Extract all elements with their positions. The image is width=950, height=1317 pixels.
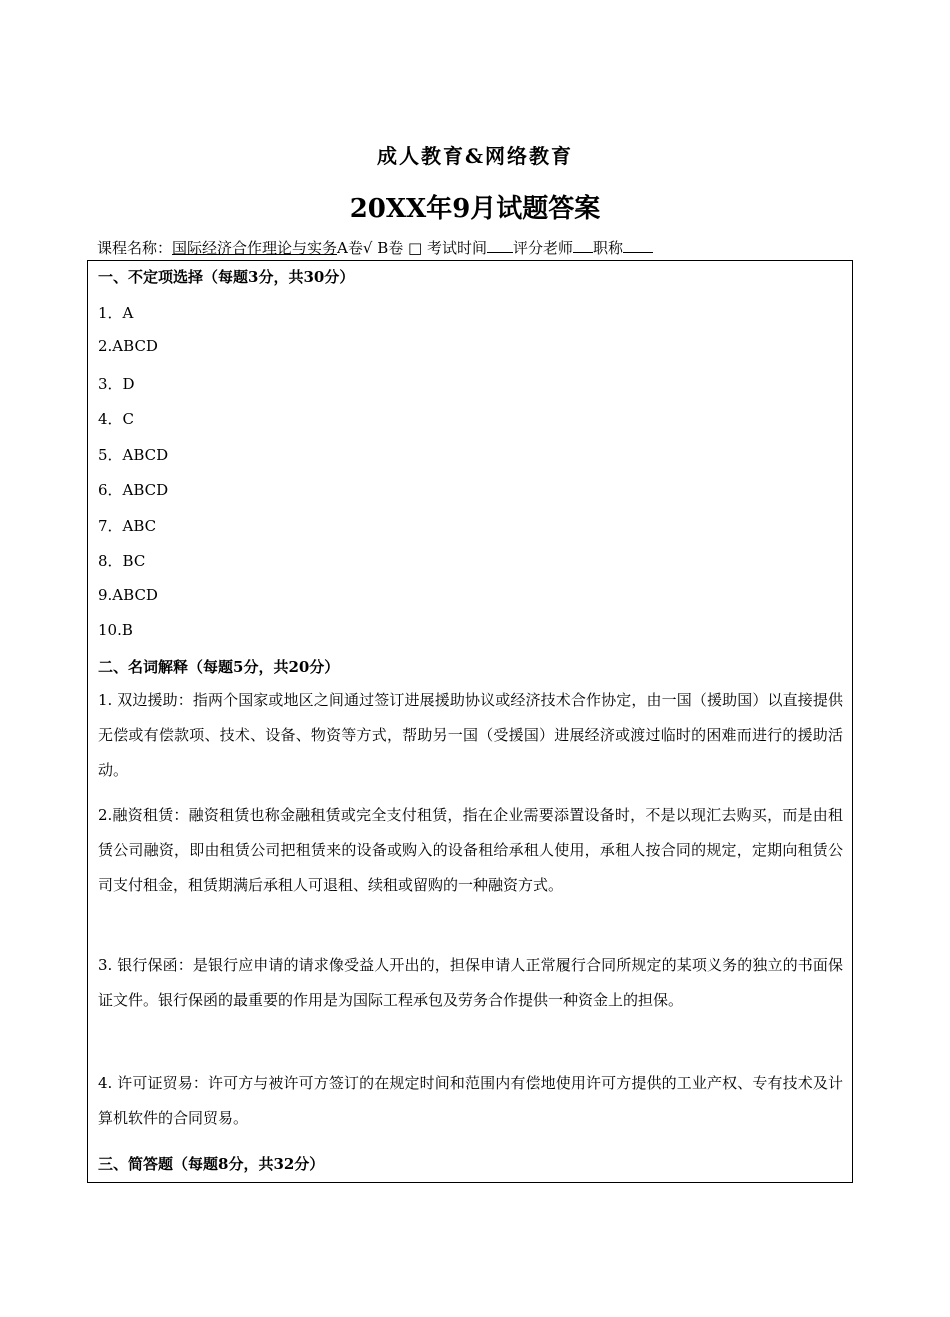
paper-b-option: B卷 □: [377, 239, 423, 257]
answer-item: 4．C: [98, 410, 135, 428]
job-title-blank: [623, 239, 653, 253]
answer-item: 6．ABCD: [98, 481, 169, 499]
answer-item: 9.ABCD: [98, 586, 158, 604]
grader-blank: [573, 239, 593, 253]
section-1-heading: 一、不定项选择（每题3分，共30分）: [98, 268, 355, 286]
answer-item: 1．A: [98, 304, 134, 322]
answer-item: 10.B: [98, 621, 133, 639]
answer-item: 3．D: [98, 375, 135, 393]
answer-item: 5．ABCD: [98, 446, 169, 464]
job-title-label: 职称: [593, 239, 624, 257]
exam-time-blank: [487, 239, 513, 253]
section-3-heading: 三、简答题（每题8分，共32分）: [98, 1155, 325, 1173]
exam-time-label: 考试时间: [426, 239, 487, 257]
course-info-line: [97, 237, 653, 258]
answer-item: 8．BC: [98, 552, 146, 570]
grader-label: 评分老师: [512, 239, 573, 257]
course-label: 课程名称：: [97, 239, 173, 257]
course-name: 国际经济合作理论与实务: [172, 239, 338, 257]
answer-item: 2.ABCD: [98, 337, 158, 355]
definition-paragraph: 3. 银行保函：是银行应申请的请求像受益人开出的，担保申请人正常履行合同所规定的某项义务的独立的书面保证文件。银行保函的最重要的作用是为国际工程承包及劳务合作提供一种资金上的担保。: [98, 956, 843, 1009]
definition-paragraph: 4. 许可证贸易：许可方与被许可方签订的在规定时间和范围内有偿地使用许可方提供的工业产权、专有技术及计算机软件的合同贸易。: [98, 1074, 843, 1127]
definition-paragraph: 1. 双边援助：指两个国家或地区之间通过签订进展援助协议或经济技术合作协定，由一国（援助国）以直接提供无偿或有偿款项、技术、设备、物资等方式，帮助另一国（受援国）进展经济或渡过临时的困难而进行的援助活动。: [98, 691, 843, 779]
section-2-heading: 二、名词解释（每题5分，共20分）: [98, 658, 340, 676]
header-subtitle: 20XX年9月试题答案: [349, 194, 601, 224]
definition-paragraph: 2.融资租赁：融资租赁也称金融租赁或完全支付租赁，指在企业需要添置设备时，不是以现汇去购买，而是由租赁公司融资，即由租赁公司把租赁来的设备或购入的设备租给承租人使用，承租人按合同的规定，定期向租赁公司支付租金，租赁期满后承租人可退租、续租或留购的一种融资方式。: [98, 806, 843, 894]
paper-a-option: A卷√: [337, 239, 373, 257]
answer-item: 7．ABC: [98, 517, 157, 535]
header-title: 成人教育&网络教育: [376, 144, 574, 168]
